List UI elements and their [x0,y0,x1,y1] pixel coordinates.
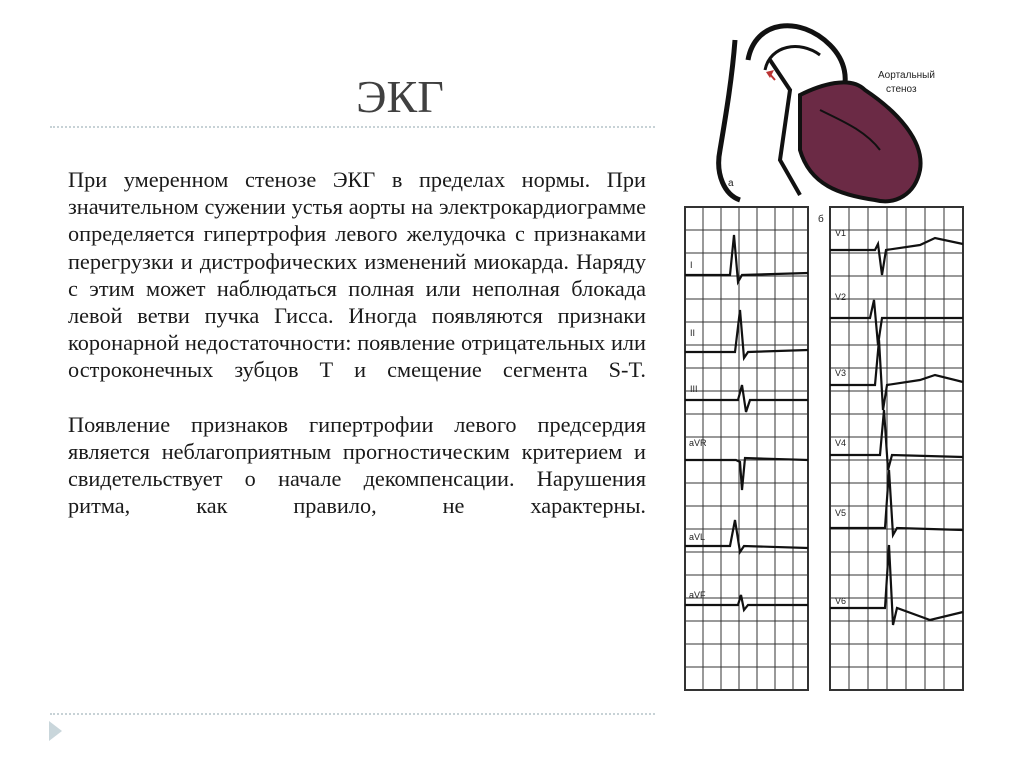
heart-diagram [719,26,935,202]
ecg-chest-leads-strip [818,207,963,690]
title-divider [50,126,655,128]
slide-title: ЭКГ [356,71,444,122]
heart-label-line2: стеноз [886,84,917,95]
lead-label-aVL: aVL [689,532,706,542]
paragraph-1: При умеренном стенозе ЭКГ в пределах нормы. При значительном сужении устья аорты на электрокардиограмме определяется гипертрофия левого желудочка с признаками перегрузки и дистрофических изменений миокарда. Наряду с этим может наблюдаться полная или неполная блокада левой ветви пучка Гисса. Иногда появляются признаки коронарной недостаточности: появление отрицательных или остроконечных зубцов Т и смещение сегмента S-T. [68,167,646,383]
footer-divider [50,713,655,715]
next-slide-arrow-icon[interactable] [49,721,62,741]
lead-label-III: III [690,384,698,394]
lead-label-V6: V6 [835,596,847,606]
lead-label-aVF: aVF [689,590,706,600]
ecg-limb-leads-strip [685,207,808,690]
lead-label-II: II [690,328,696,338]
lead-label-I: I [690,260,693,270]
ecg-illustration [680,0,970,700]
lead-label-V2: V2 [835,292,847,302]
left-ventricle [800,82,921,201]
panel-b-label: б [818,214,824,225]
body-text [68,166,646,519]
heart-label-line1: Аортальный [878,70,935,81]
ecg-figure [680,0,970,700]
paragraph-2: Появление признаков гипертрофии левого предсердия является неблагоприятным прогностическим критерием и свидетельствует о начале декомпенсации. Нарушения ритма, как правило, не характерны. [68,411,646,519]
lead-label-V3: V3 [835,368,847,378]
lead-label-V4: V4 [835,438,847,448]
lead-label-aVR: aVR [689,438,707,448]
panel-a-label: а [728,178,734,189]
lead-label-V5: V5 [835,508,847,518]
lead-label-V1: V1 [835,228,847,238]
